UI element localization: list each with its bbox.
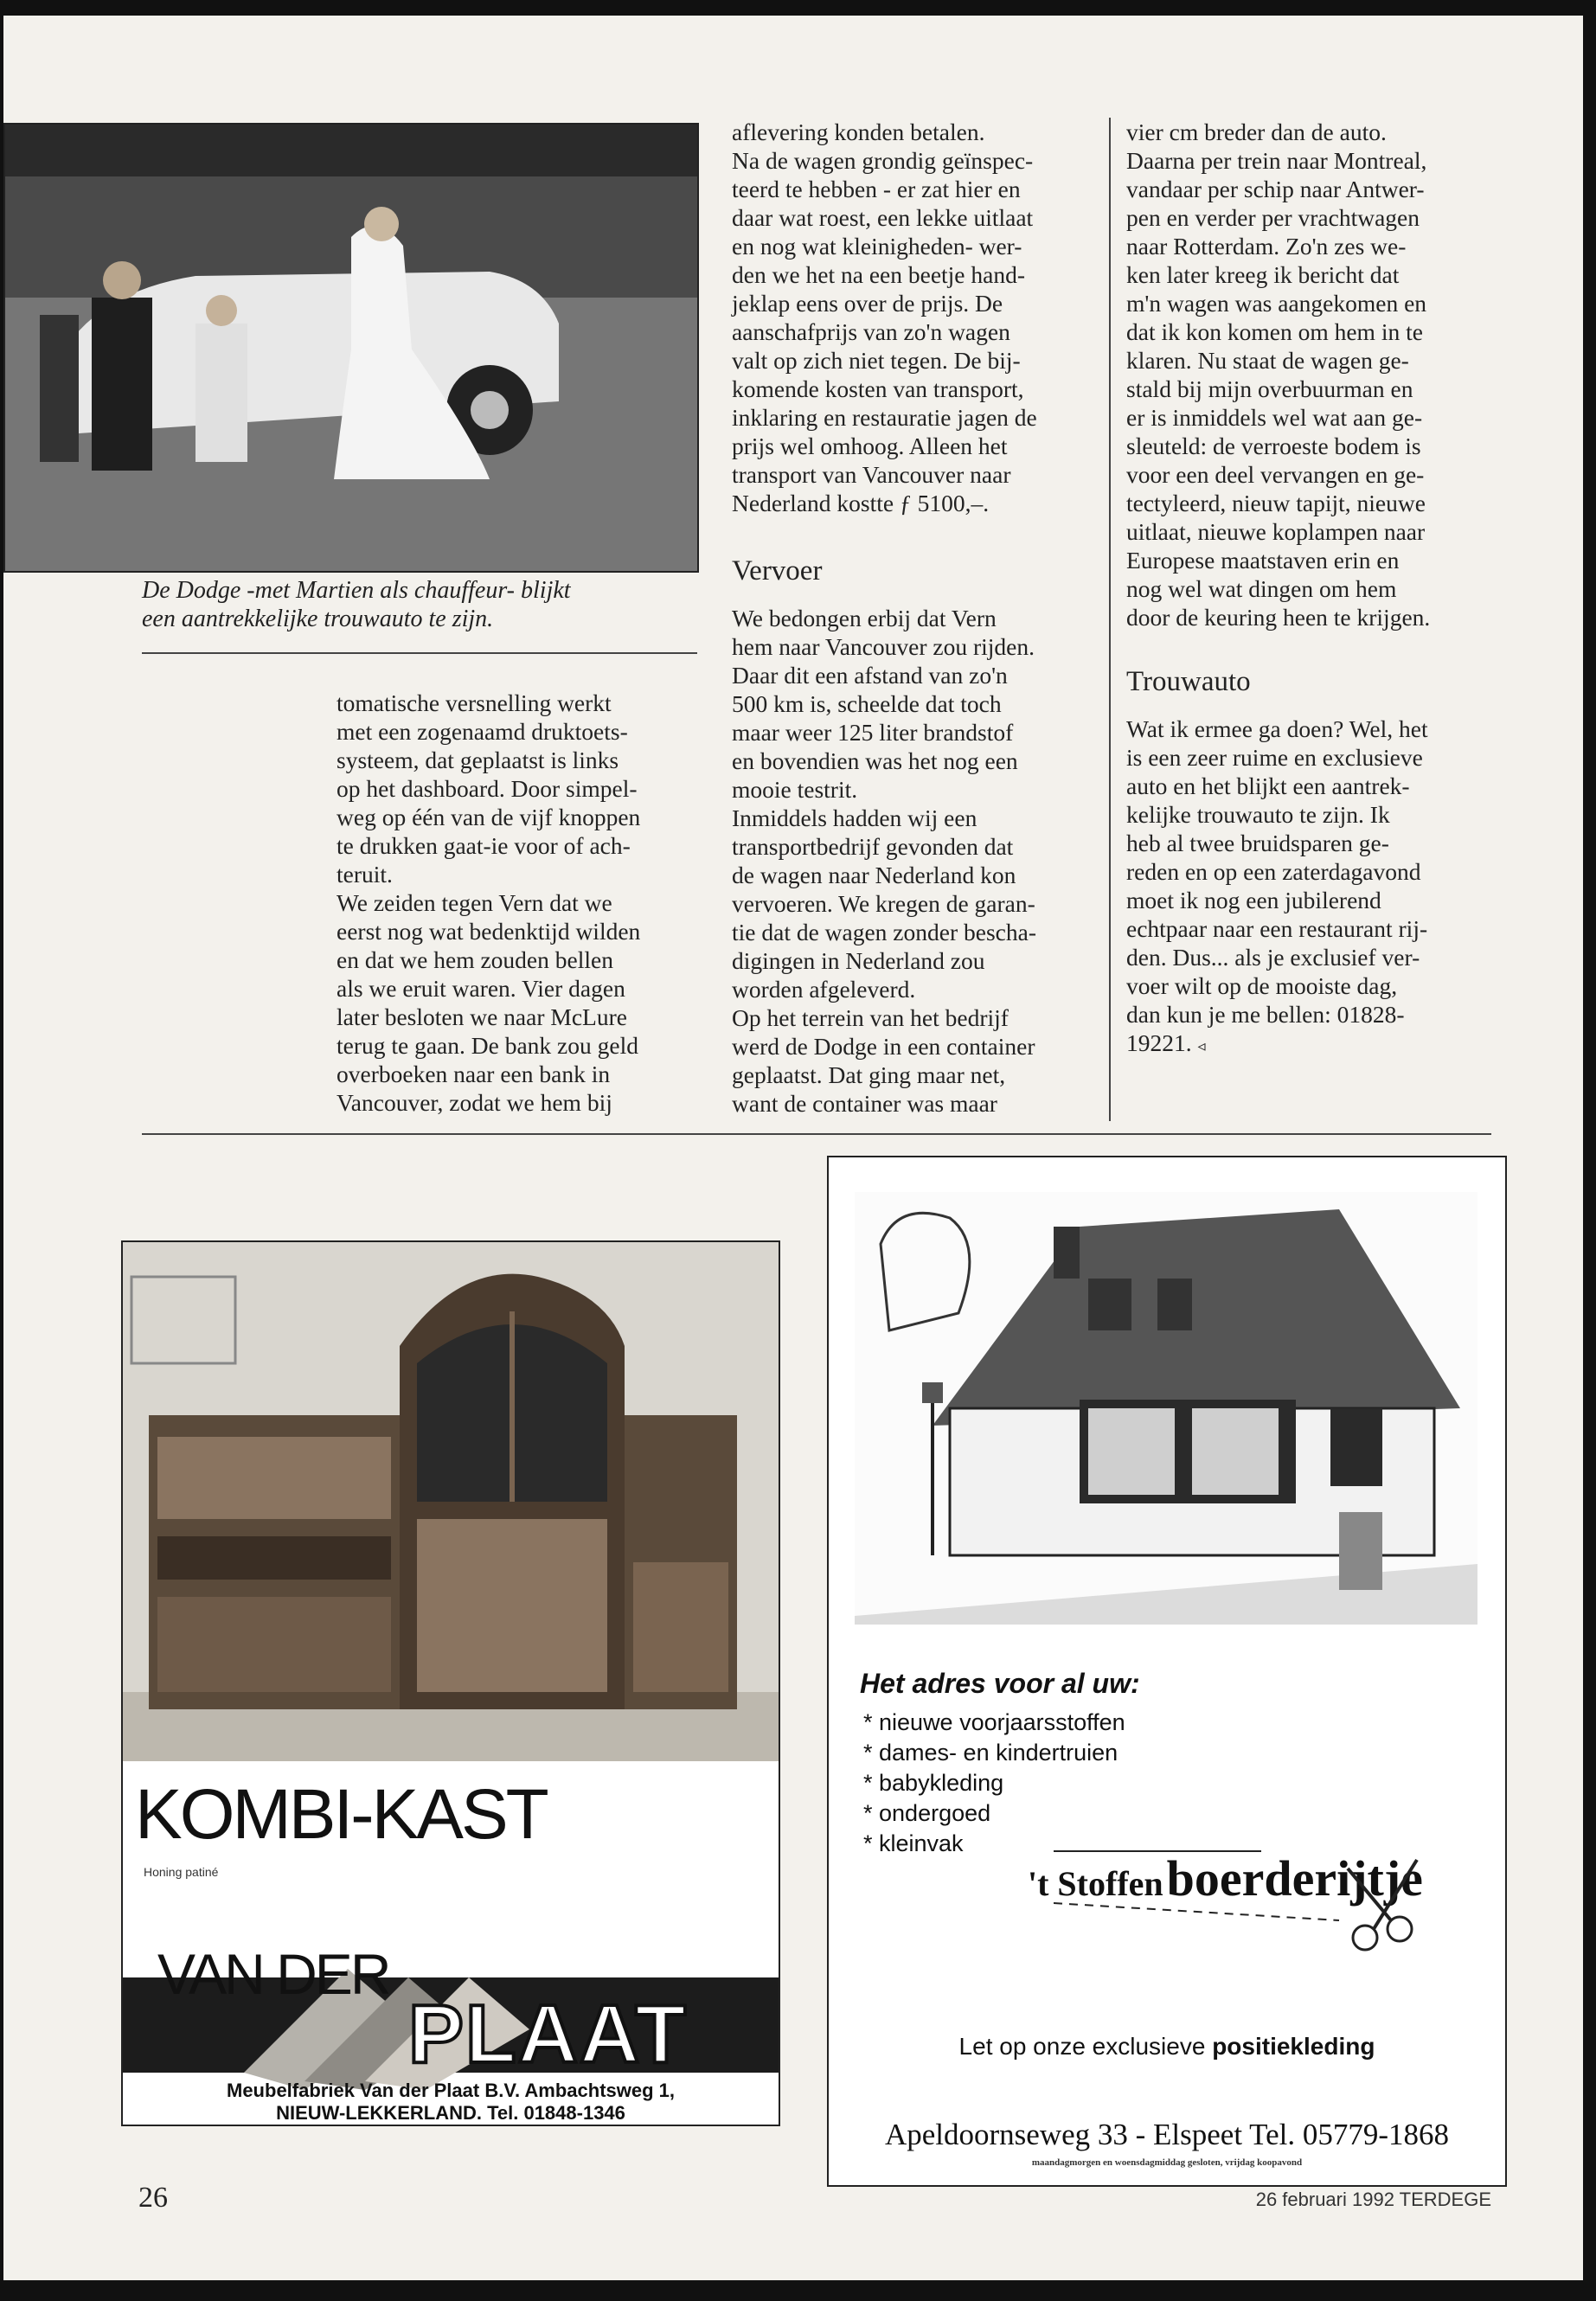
opening-hours: maandagmorgen en woensdagmiddag gesloten, vrijdag koopavond (1031, 2157, 1303, 2168)
shop-address: Apeldoornseweg 33 - Elspeet Tel. 05779-1868 (884, 2118, 1450, 2151)
bullet-icon: * (863, 1740, 880, 1766)
list-item: * nieuwe voorjaarsstoffen (863, 1709, 1125, 1735)
farmhouse-drawing (855, 1192, 1477, 1625)
page-number: 26 (138, 2182, 168, 2214)
article-column-3-top: vier cm breder dan de auto. Daarna per trein naar Montreal, vandaar per schip naar Antwer- pen en verder per vrachtwagen naar Rotterdam. Zo'n zes we- ken later kreeg ik bericht dat m'n wagen was aangekomen en dat ik kon komen om hem in te klaren. Nu staat de wagen ge- stald bij mijn overbuurman en er is inmiddels wel wat aan ge- sleuteld: de verroeste bodem is voor een deel vervangen en ge- tectyleerd, nieuw tapijt, nieuwe uitlaat, nieuwe koplampen naar Europese maatstaven erin en nog wel wat dingen om hem door de keuring heen te krijgen. (1126, 119, 1431, 631)
wedding-car-photo (3, 123, 699, 573)
magazine-page (3, 16, 1583, 2280)
company-logo: PLAAT (408, 1988, 688, 2080)
cabinet-illustration (123, 1242, 779, 1761)
address-line-1: Meubelfabriek Van der Plaat B.V. Ambachtsweg 1, (227, 2080, 675, 2101)
column-3-text: Wat ik ermee ga doen? Wel, het is een zeer ruime en exclusieve auto en het blijkt een aantrek- kelijke trouwauto te zijn. Ik heb al twee bruidsparen ge- reden en op een zaterdagavond moet ik nog een jubilerend echtpaar naar een restaurant rij- den. Dus... als je exclusief ver- voer wilt op de mooiste dag, dan kun je me bellen: 01828- 19221. (1126, 715, 1428, 1056)
issue-date: 26 februari 1992 TERDEGE (1255, 2189, 1491, 2210)
farmhouse-illustration (855, 1192, 1477, 1625)
caption-rule (142, 652, 697, 654)
end-mark-icon: ◃ (1197, 1037, 1206, 1054)
article-column-2-bottom: We bedongen erbij dat Vern hem naar Vancouver zou rijden. Daar dit een afstand van zo'n 500 km is, scheelde dat toch maar weer 125 liter brandstof en bovendien was het nog een mooie testrit. Inmiddels hadden wij een transportbedrijf gevonden dat de wagen naar Nederland kon vervoeren. We kregen de garan- tie dat de wagen zonder bescha- digingen in Nederland zou worden afgeleverd. Op het terrein van het bedrijf werd de Dodge in een container geplaatst. Dat ging maar net, want de container was maar (732, 605, 1036, 1117)
list-item: * babykleding (863, 1770, 1004, 1796)
bullet-icon: * (863, 1770, 880, 1796)
product-list (846, 1708, 1125, 1859)
product-subtitle: Honing patiné (144, 1865, 219, 1879)
address-line-2: NIEUW-LEKKERLAND. Tel. 01848-1346 (276, 2102, 625, 2124)
advertisement-van-der-plaat (121, 1240, 780, 2126)
article-column-1: tomatische versnelling werkt met een zogenaamd druktoets- systeem, dat geplaatst is links op het dashboard. Door simpel- weg op één van de vijf knoppen te drukken gaat-ie voor of ach- teruit. We zeiden tegen Vern dat we eerst nog wat bedenktijd wilden en dat we hem zouden bellen als we eruit waren. Vier dagen later besloten we naar McLure terug te gaan. De bank zou geld overboeken naar een bank in Vancouver, zodat we hem bij (337, 689, 641, 1116)
bullet-icon: * (863, 1709, 880, 1735)
ad-heading: Het adres voor al uw: (860, 1668, 1140, 1699)
wedding-car-illustration (5, 125, 697, 571)
article-column-3-bottom (1126, 715, 1498, 1061)
cabinet-photo (123, 1242, 779, 1761)
shop-logo-main: boerderijtje (1166, 1850, 1423, 1907)
bullet-icon: * (863, 1800, 880, 1826)
shop-logo-prefix: 't Stoffen (1028, 1864, 1163, 1903)
heading-vervoer: Vervoer (732, 555, 823, 586)
advertisement-stoffen-boerderijtje (827, 1156, 1507, 2187)
photo-caption: De Dodge -met Martien als chauffeur- blijkt een aantrekkelijke trouwauto te zijn. (142, 577, 571, 632)
list-item: * ondergoed (863, 1800, 991, 1826)
product-title: KOMBI-KAST (135, 1775, 547, 1854)
bullet-icon: * (863, 1830, 880, 1856)
section-divider (142, 1133, 1491, 1135)
company-name: VAN DER (157, 1942, 389, 2006)
list-item: * dames- en kindertruien (863, 1740, 1118, 1766)
column-divider (1109, 118, 1111, 1121)
scissors-icon (1054, 1843, 1486, 1955)
heading-trouwauto: Trouwauto (1126, 666, 1251, 697)
list-item: * kleinvak (863, 1830, 964, 1856)
promo-notice: Let op onze exclusieve positiekleding (958, 2033, 1375, 2060)
article-column-2-top: aflevering konden betalen. Na de wagen grondig geïnspec- teerd te hebben - er zat hier en daar wat roest, een lekke uitlaat en nog wat kleinigheden- wer- den we het na een beetje hand- jeklap eens over de prijs. De aanschafprijs van zo'n wagen valt op zich niet tegen. De bij- komende kosten van transport, inklaring en restauratie jagen de prijs wel omhoog. Alleen het transport van Vancouver naar Nederland kostte ƒ 5100,–. (732, 119, 1037, 516)
